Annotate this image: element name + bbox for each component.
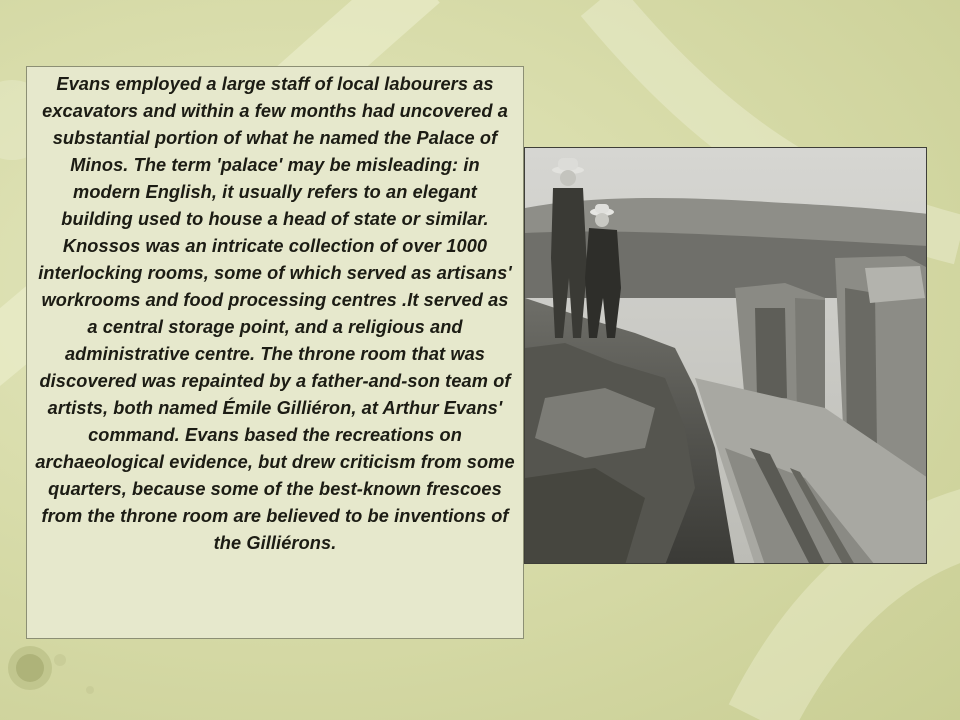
excavation-photo [524,147,927,564]
text-panel [26,66,524,639]
body-paragraph: Evans employed a large staff of local labourers as excavators and within a few months had uncovered a substantial portion of what he named the Palace of Minos. The term 'palace' may be misleading: in modern English, it usually refers to an elegant building used to house a head of state or similar. Knossos was an intricate collection of over 1000 interlocking rooms, some of which served as artisans' workrooms and food processing centres .It served as a central storage point, and a religious and administrative centre. The throne room that was discovered was repainted by a father-and-son team of artists, both named Émile Gilliéron, at Arthur Evans' command. Evans based the recreations on archaeological evidence, but drew criticism from some quarters, because some of the best-known frescoes from the throne room are believed to be inventions of the Gilliérons. [35,74,515,553]
